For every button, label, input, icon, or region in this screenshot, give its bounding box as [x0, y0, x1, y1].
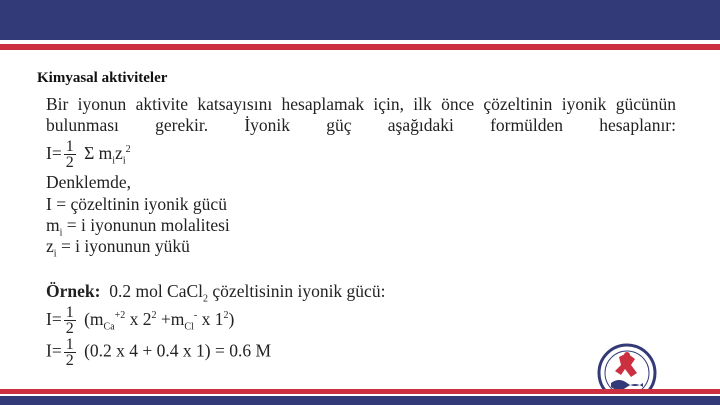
line1-plus: +m — [156, 308, 185, 329]
line2-expression: (0.2 x 4 + 0.4 x 1) = 0.6 M — [84, 340, 272, 361]
intro-line-2: bulunması gerekir. İyonik güç aşağıdaki formülden hesaplanır: — [46, 115, 676, 135]
line1-ca-sup: +2 — [114, 310, 126, 321]
line1-numerator: 1 — [65, 304, 74, 322]
definition-m-symbol: m — [46, 215, 60, 235]
header-red-stripe — [0, 44, 720, 50]
definition-m-sub: i — [59, 227, 63, 239]
intro-line-1: Bir iyonun aktivite katsayısını hesaplamak için, ilk önce çözeltinin iyonik gücünün — [46, 94, 676, 114]
line1-ca-sub: Ca — [103, 321, 115, 333]
fraction-denominator: 2 — [65, 154, 74, 172]
line1-denominator: 2 — [65, 320, 74, 338]
ionic-strength-formula — [46, 139, 131, 171]
example-text-a: 0.2 mol CaCl — [109, 281, 204, 301]
example-formula-line-2 — [46, 337, 271, 368]
formula-fraction — [64, 139, 76, 170]
line2-lhs: I= — [46, 340, 62, 361]
line1-mid-sup: 2 — [151, 310, 157, 321]
line1-cl-sup: - — [193, 310, 198, 321]
formula-lhs: I= — [46, 142, 62, 163]
formula-m-sub: i — [112, 155, 116, 167]
header-band — [0, 0, 720, 40]
example-label: Örnek: — [46, 281, 101, 301]
line1-cl-sub: Cl — [184, 321, 194, 333]
sigma-symbol: Σ — [84, 142, 95, 163]
line1-mid: x 2 — [125, 308, 152, 329]
slide-title: Kimyasal aktiviteler — [37, 70, 168, 86]
formula-m: m — [98, 142, 113, 163]
definition-m-text: = i iyonunun molalitesi — [62, 215, 230, 235]
line1-fraction — [64, 305, 76, 336]
definition-z-symbol: z — [46, 236, 54, 256]
fraction-numerator: 1 — [65, 138, 74, 156]
formula-power: 2 — [125, 144, 131, 155]
line2-fraction — [64, 337, 76, 368]
formula-z: z — [115, 142, 123, 163]
example-text-b: çözeltisinin iyonik gücü: — [208, 281, 386, 301]
example-text-sub: 2 — [203, 293, 209, 305]
definition-z — [46, 236, 190, 265]
line1-close: ) — [228, 308, 235, 329]
line2-denominator: 2 — [65, 352, 74, 369]
line1-lhs: I= — [46, 308, 62, 329]
line1-end: x 1 — [197, 308, 224, 329]
definition-z-sub: i — [53, 248, 57, 260]
formula-z-sub: i — [122, 155, 126, 167]
definition-I: I = çözeltinin iyonik gücü — [46, 194, 227, 214]
definition-z-text: = i iyonunun yükü — [56, 236, 190, 256]
line1-end-sup: 2 — [223, 310, 229, 321]
example-formula-line-1 — [46, 305, 234, 337]
footer-band — [0, 396, 720, 405]
denklemde-text: Denklemde, — [46, 172, 132, 192]
line1-open: (m — [84, 308, 104, 329]
line2-numerator: 1 — [65, 336, 74, 353]
